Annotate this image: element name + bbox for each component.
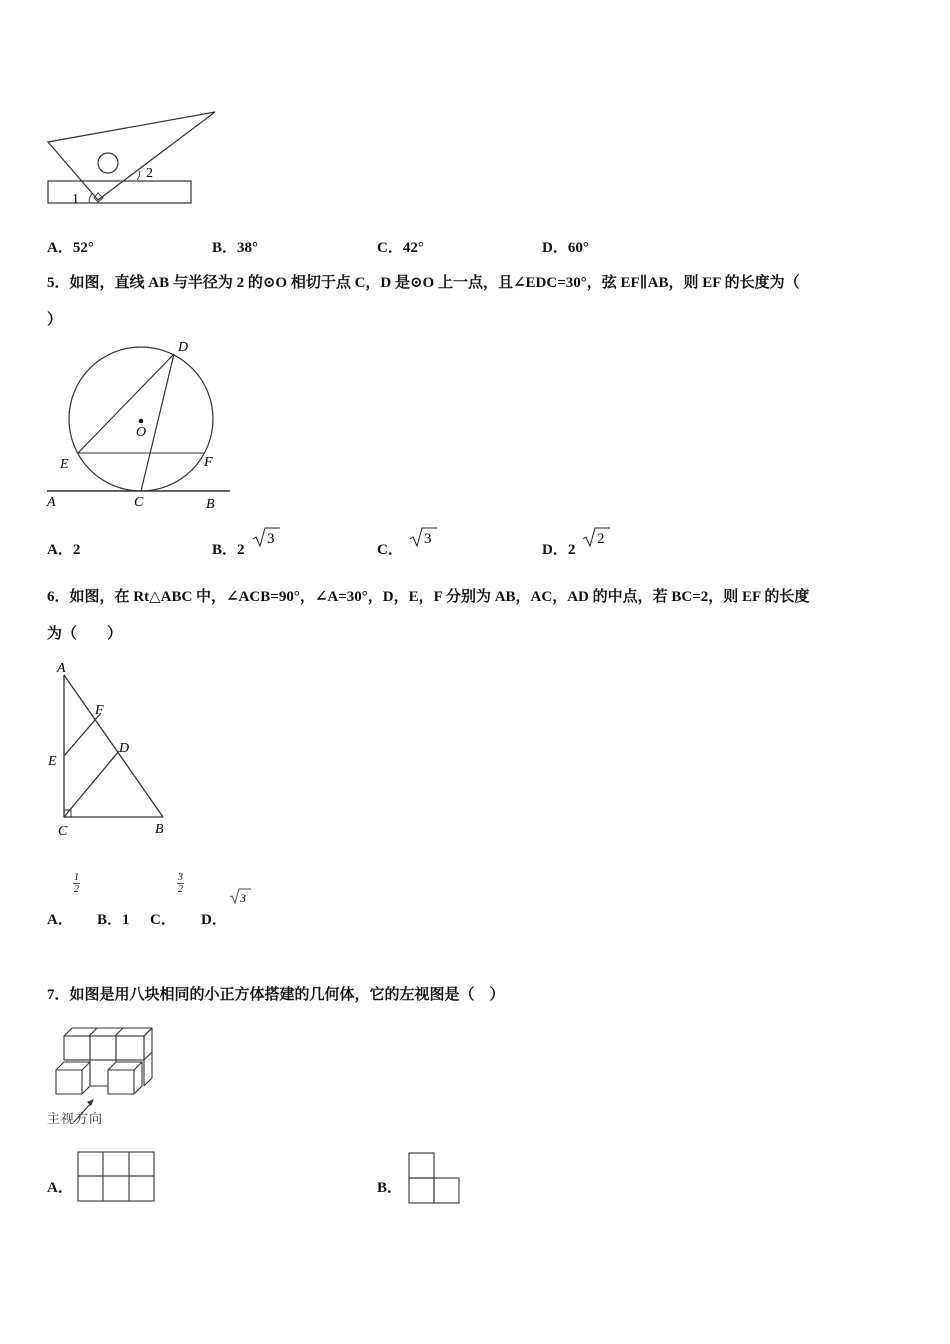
q6-option-b[interactable]: B．1 — [97, 912, 130, 928]
q5-option-d-text: D．2 — [542, 542, 576, 558]
q6-option-c[interactable]: C． — [150, 912, 176, 928]
q5-option-d[interactable] — [542, 531, 605, 559]
q5-option-c-text: C． — [377, 542, 403, 558]
q5-figure — [40, 335, 240, 515]
q4-option-a[interactable]: A．52° — [47, 240, 94, 256]
label-a: A — [47, 495, 56, 510]
q7-option-b[interactable]: B． — [377, 1180, 403, 1196]
angle-2-arc — [137, 171, 140, 180]
sqrt-icon — [409, 526, 439, 548]
q6-option-a[interactable]: A． — [47, 912, 73, 928]
q5-question-text: 5．如图，直线 AB 与半径为 2 的⊙O 相切于点 C，D 是⊙O 上一点，且∠EDC=30°，弦 EF∥AB，则 EF 的长度为（ — [47, 275, 800, 291]
angle-2-label: 2 — [146, 166, 153, 181]
sqrt-icon — [252, 526, 282, 548]
q4-option-d[interactable]: D．60° — [542, 240, 589, 256]
q7-option-a-figure — [77, 1151, 157, 1203]
q5-question-text-cont: ） — [47, 312, 63, 328]
q6-option-d-radicand: 3 — [240, 891, 246, 905]
q7-option-b-figure — [408, 1152, 462, 1206]
angle-1-label: 1 — [72, 192, 79, 207]
sqrt-icon — [582, 526, 612, 548]
q7-option-a[interactable]: A． — [47, 1180, 73, 1196]
label-o: O — [136, 425, 147, 440]
fraction-denominator: 2 — [74, 884, 79, 895]
q4-option-c[interactable]: C．42° — [377, 240, 424, 256]
set-square-hole — [98, 153, 118, 173]
q5-option-b-radicand: 3 — [267, 531, 275, 547]
q4-figure — [40, 105, 230, 210]
q6-option-c-fraction — [177, 872, 184, 895]
fraction-numerator: 1 — [74, 872, 79, 883]
angle-1-arc — [89, 193, 93, 203]
q5-option-c[interactable] — [377, 531, 432, 559]
label-e: E — [60, 457, 69, 472]
label-b: B — [155, 822, 164, 837]
q7-figure-caption: 主视方向 — [47, 1111, 104, 1126]
fraction-denominator: 2 — [178, 884, 183, 895]
label-e: E — [48, 754, 57, 769]
q6-question-text: 6．如图，在 Rt△ABC 中，∠ACB=90°，∠A=30°，D，E，F 分别为 AB，AC，AD 的中点，若 BC=2，则 EF 的长度 — [47, 589, 810, 605]
label-f: F — [204, 455, 213, 470]
q4-option-b[interactable]: B．38° — [212, 240, 259, 256]
label-c: C — [134, 495, 144, 510]
label-d: D — [178, 340, 189, 355]
label-d: D — [119, 741, 130, 756]
q7-question-text: 7．如图是用八块相同的小正方体搭建的几何体，它的左视图是（ ） — [47, 987, 505, 1003]
label-b: B — [206, 497, 215, 512]
q5-option-c-radicand: 3 — [424, 531, 432, 547]
q5-option-b[interactable] — [212, 531, 275, 559]
sqrt-icon — [229, 887, 253, 905]
q6-question-text-cont: 为（ ） — [47, 626, 123, 642]
side-ab — [64, 675, 163, 817]
q6-option-d[interactable]: D． — [201, 912, 227, 928]
arrow-head-icon — [87, 1099, 94, 1106]
label-c: C — [58, 824, 68, 839]
label-f: F — [95, 703, 104, 718]
segment-dc — [141, 354, 174, 491]
q6-figure — [44, 658, 184, 843]
segment-cd — [64, 751, 119, 817]
q5-option-a[interactable]: A．2 — [47, 542, 81, 558]
label-a: A — [57, 661, 66, 676]
q6-option-a-fraction — [73, 872, 80, 895]
fraction-numerator: 3 — [178, 872, 183, 883]
segment-ef — [64, 713, 101, 756]
set-square — [48, 112, 215, 200]
segment-ed — [78, 354, 174, 453]
center-dot — [139, 419, 144, 424]
q5-option-b-text: B．2 — [212, 542, 245, 558]
q5-option-d-radicand: 2 — [597, 531, 605, 547]
